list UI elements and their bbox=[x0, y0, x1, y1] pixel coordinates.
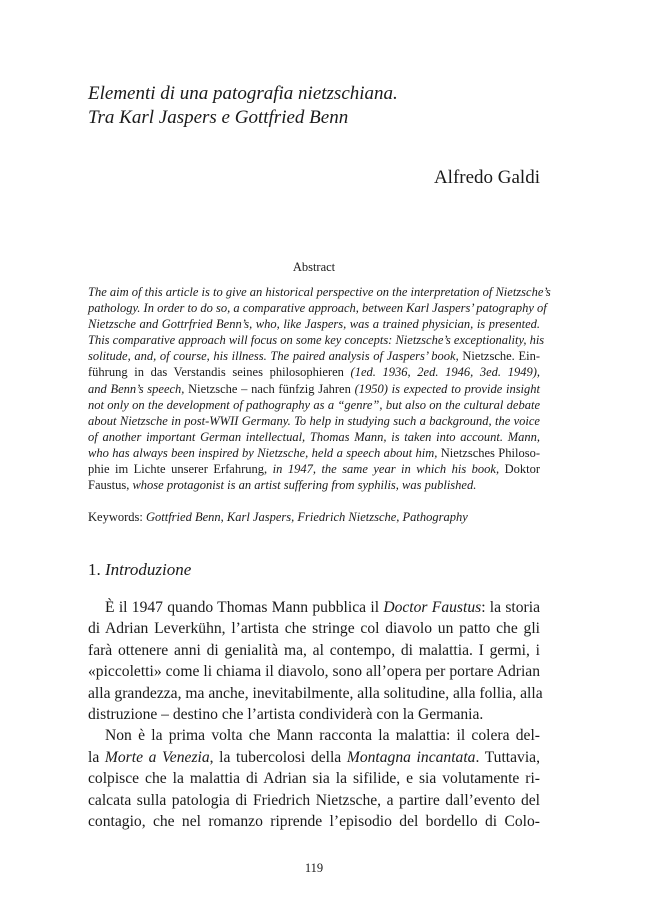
abstract-segment: about Nietzsche in post-WWII Germany. To help in studying such a background, the voice bbox=[88, 413, 540, 428]
abstract-segment: phie im Lichte unserer Erfahrung, bbox=[88, 462, 268, 477]
body-segment: È il 1947 quando Thomas Mann pubblica il bbox=[105, 599, 384, 616]
body-line bbox=[88, 704, 540, 725]
abstract-segment: whose protagonist is an artist suffering from syphilis, was published. bbox=[129, 478, 477, 493]
body-line bbox=[88, 683, 543, 704]
body-line bbox=[88, 768, 540, 789]
body-line bbox=[88, 747, 540, 768]
abstract-line bbox=[88, 348, 540, 364]
abstract-text bbox=[88, 284, 551, 493]
body-line bbox=[88, 661, 540, 682]
abstract-line bbox=[88, 300, 547, 316]
body-text bbox=[88, 597, 543, 832]
body-segment: alla grandezza, ma anche, inevitabilmente, alla solitudine, alla follia, alla bbox=[88, 684, 543, 702]
abstract-segment: Nietzsche and Gottrfried Benn’s, who, like Jaspers, was a trained physician, is presented. bbox=[88, 317, 540, 332]
body-line bbox=[88, 618, 540, 639]
body-segment: contagio, che nel romanzo riprende l’episodio del bordello di Colo- bbox=[88, 813, 540, 831]
abstract-segment: The aim of this article is to give an historical perspective on the interpretation of Nietzsche’s bbox=[88, 285, 551, 299]
body-segment: Doctor Faustus bbox=[383, 599, 482, 616]
body-line bbox=[88, 725, 540, 746]
abstract-segment: Faustus, bbox=[88, 478, 130, 493]
abstract-segment: This comparative approach will focus on some key concepts: Nietzsche’s exceptionality, his bbox=[88, 333, 545, 348]
abstract-heading: Abstract bbox=[292, 260, 336, 274]
body-segment: farà ottenere anni di genialità ma, al contempo, di malattia. I germi, i bbox=[88, 641, 540, 659]
abstract-line bbox=[88, 429, 540, 445]
abstract-segment: Nietzsche – nach fünfzig Jahren bbox=[188, 381, 351, 396]
abstract-line bbox=[88, 364, 540, 380]
abstract-line bbox=[88, 284, 551, 300]
abstract-segment: of another important German intellectual, Thomas Mann, is taken into account. Mann, bbox=[88, 429, 540, 444]
abstract-segment: führung in das Verstandis seines philosophieren bbox=[88, 365, 351, 380]
abstract-line bbox=[88, 316, 540, 332]
section-title: Introduzione bbox=[105, 560, 192, 579]
body-segment: Non è la prima volta che Mann racconta la malattia: il colera del- bbox=[105, 727, 540, 745]
body-segment: la bbox=[88, 748, 105, 766]
body-segment: «piccoletti» come li chiama il diavolo, sono all’opera per portare Adrian bbox=[88, 663, 540, 681]
title-line-2: Tra Karl Jaspers e Gottfried Benn bbox=[88, 107, 349, 128]
abstract-line bbox=[88, 445, 540, 461]
abstract-segment: pathology. In order to do so, a comparative approach, between Karl Jaspers’ patography of bbox=[88, 301, 547, 316]
abstract-line bbox=[88, 413, 540, 429]
body-segment: Montagna incantata bbox=[346, 748, 476, 766]
body-segment: distruzione – destino che l’artista condividerà con la Germania. bbox=[88, 706, 484, 724]
body-segment: Morte a Venezia bbox=[104, 748, 210, 766]
keywords-label: Keywords: bbox=[88, 510, 146, 524]
body-segment: . Tuttavia, bbox=[475, 748, 541, 766]
abstract-segment: who has always been inspired by Nietzsche, held a speech about him, bbox=[88, 445, 441, 460]
body-segment: calcata sulla patologia di Friedrich Nietzsche, a partire dall’evento del bbox=[88, 791, 540, 809]
abstract-segment: (1950) is expected to provide insight bbox=[350, 381, 541, 396]
page-number: 119 bbox=[304, 861, 324, 875]
abstract-line bbox=[88, 477, 540, 493]
body-line bbox=[88, 640, 540, 661]
section-heading bbox=[88, 559, 191, 581]
abstract-segment: Doktor bbox=[504, 462, 540, 477]
abstract-segment: Nietzsches Philoso- bbox=[440, 445, 540, 460]
abstract-line bbox=[88, 381, 540, 397]
article-title bbox=[88, 82, 568, 130]
abstract-segment: (1ed. 1936, 2ed. 1946, 3ed. 1949), bbox=[350, 365, 540, 380]
abstract-segment: in 1947, the same year in which his book, bbox=[267, 462, 505, 477]
body-segment: , la tubercolosi della bbox=[209, 748, 347, 766]
keywords-values: Gottfried Benn, Karl Jaspers, Friedrich Nietzsche, Pathography bbox=[145, 510, 468, 524]
abstract-line bbox=[88, 397, 540, 413]
title-line-1: Elementi di una patografia nietzschiana. bbox=[88, 83, 398, 104]
body-segment: di Adrian Leverkühn, l’artista che stringe col diavolo un patto che gli bbox=[88, 620, 540, 638]
body-line bbox=[88, 790, 540, 811]
abstract-segment: not only on the development of pathography as a “genre”, but also on the cultural debate bbox=[88, 397, 540, 412]
abstract-segment: Nietzsche. Ein- bbox=[462, 349, 540, 364]
body-line bbox=[88, 597, 540, 618]
body-segment: : la storia bbox=[481, 599, 541, 616]
body-line bbox=[88, 811, 540, 832]
keywords bbox=[88, 509, 548, 525]
abstract-line bbox=[88, 332, 545, 348]
author-name: Alfredo Galdi bbox=[433, 167, 540, 188]
section-number: 1. bbox=[88, 560, 105, 579]
abstract-segment: and Benn’s speech, bbox=[88, 381, 189, 396]
abstract-segment: solitude, and, of course, his illness. The paired analysis of Jaspers’ book, bbox=[88, 349, 463, 364]
body-segment: colpisce che la malattia di Adrian sia la sifilide, e sia volutamente ri- bbox=[88, 770, 540, 788]
abstract-line bbox=[88, 461, 540, 477]
